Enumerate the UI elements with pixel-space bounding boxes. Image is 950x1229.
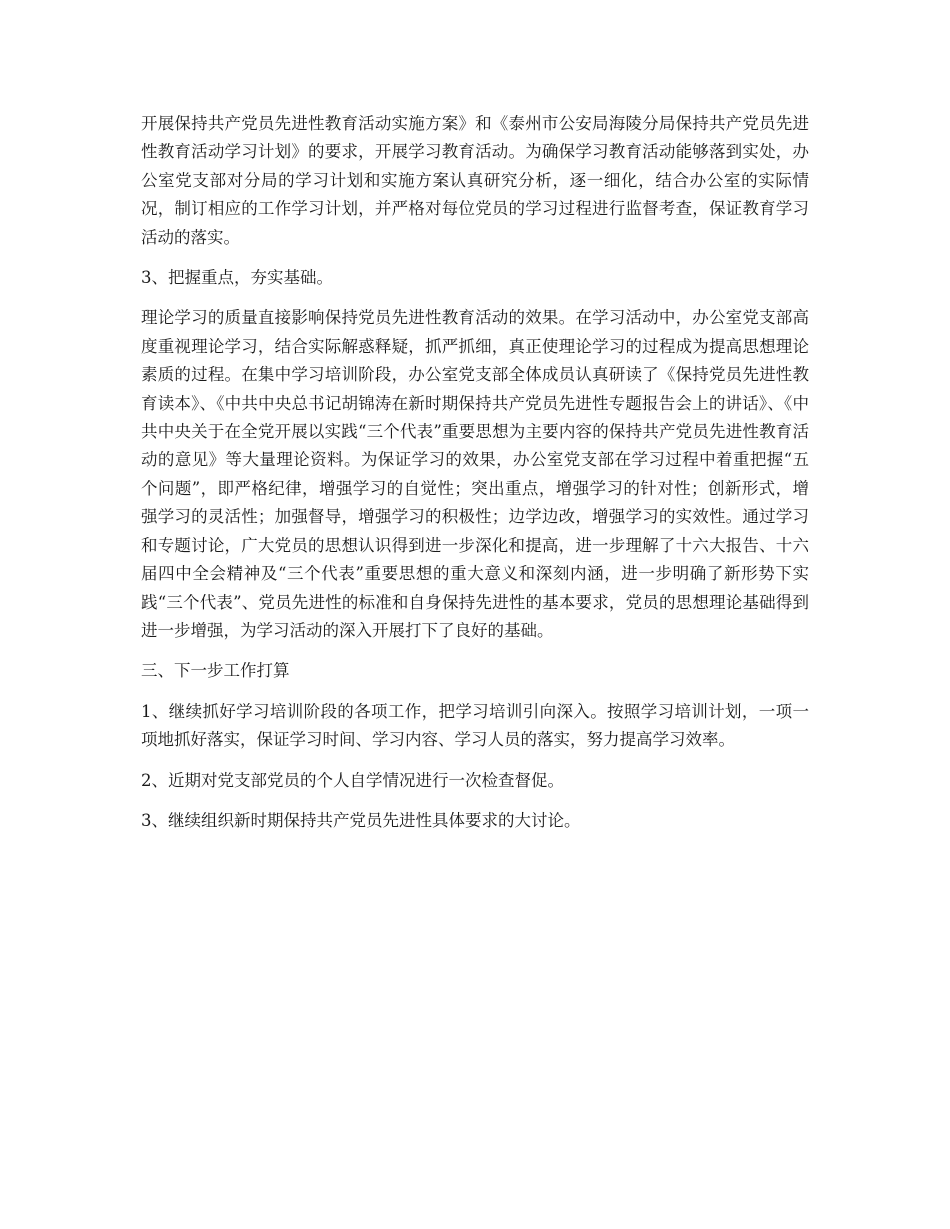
document-page (141, 110, 809, 847)
list-item-continue-training: 1、继续抓好学习培训阶段的各项工作，把学习培训引向深入。按照学习培训计划，一项一项地抓好落实，保证学习时间、学习内容、学习人员的落实，努力提高学习效率。 (141, 701, 809, 750)
section-heading-next-steps: 三、下一步工作打算 (141, 661, 290, 681)
subheading-focus-foundation: 3、把握重点，夯实基础。 (141, 268, 333, 288)
list-item-self-study-check: 2、近期对党支部党员的个人自学情况进行一次检查督促。 (141, 770, 564, 790)
list-item-group-discussion: 3、继续组织新时期保持共产党员先进性具体要求的大讨论。 (141, 810, 581, 830)
paragraph-theory-study: 理论学习的质量直接影响保持党员先进性教育活动的效果。在学习活动中，办公室党支部高度重视理论学习，结合实际解惑释疑，抓严抓细，真正使理论学习的过程成为提高思想理论素质的过程。在集中学习培训阶段，办公室党支部全体成员认真研读了《保持党员先进性教育读本》、《中共中央总书记胡锦涛在新时期保持共产党员先进性专题报告会上的讲话》、《中共中央关于在全党开展以实践“三个代表”重要思想为主要内容的保持共产党员先进性教育活动的意见》等大量理论资料。为保证学习的效果，办公室党支部在学习过程中着重把握“五个问题”，即严格纪律，增强学习的自觉性；突出重点，增强学习的针对性；创新形式，增强学习的灵活性；加强督导，增强学习的积极性；边学边改，增强学习的实效性。通过学习和专题讨论，广大党员的思想认识得到进一步深化和提高，进一步理解了十六大报告、十六届四中全会精神及“三个代表”重要思想的重大意义和深刻内涵，进一步明确了新形势下实践“三个代表”、党员先进性的标准和自身保持先进性的基本要求，党员的思想理论基础得到进一步增强，为学习活动的深入开展打下了良好的基础。 (141, 308, 809, 640)
paragraph-implementation-plan: 开展保持共产党员先进性教育活动实施方案》和《泰州市公安局海陵分局保持共产党员先进性教育活动学习计划》的要求，开展学习教育活动。为确保学习教育活动能够落到实处，办公室党支部对分局的学习计划和实施方案认真研究分析，逐一细化，结合办公室的实际情况，制订相应的工作学习计划，并严格对每位党员的学习过程进行监督考查，保证教育学习活动的落实。 (141, 114, 809, 247)
